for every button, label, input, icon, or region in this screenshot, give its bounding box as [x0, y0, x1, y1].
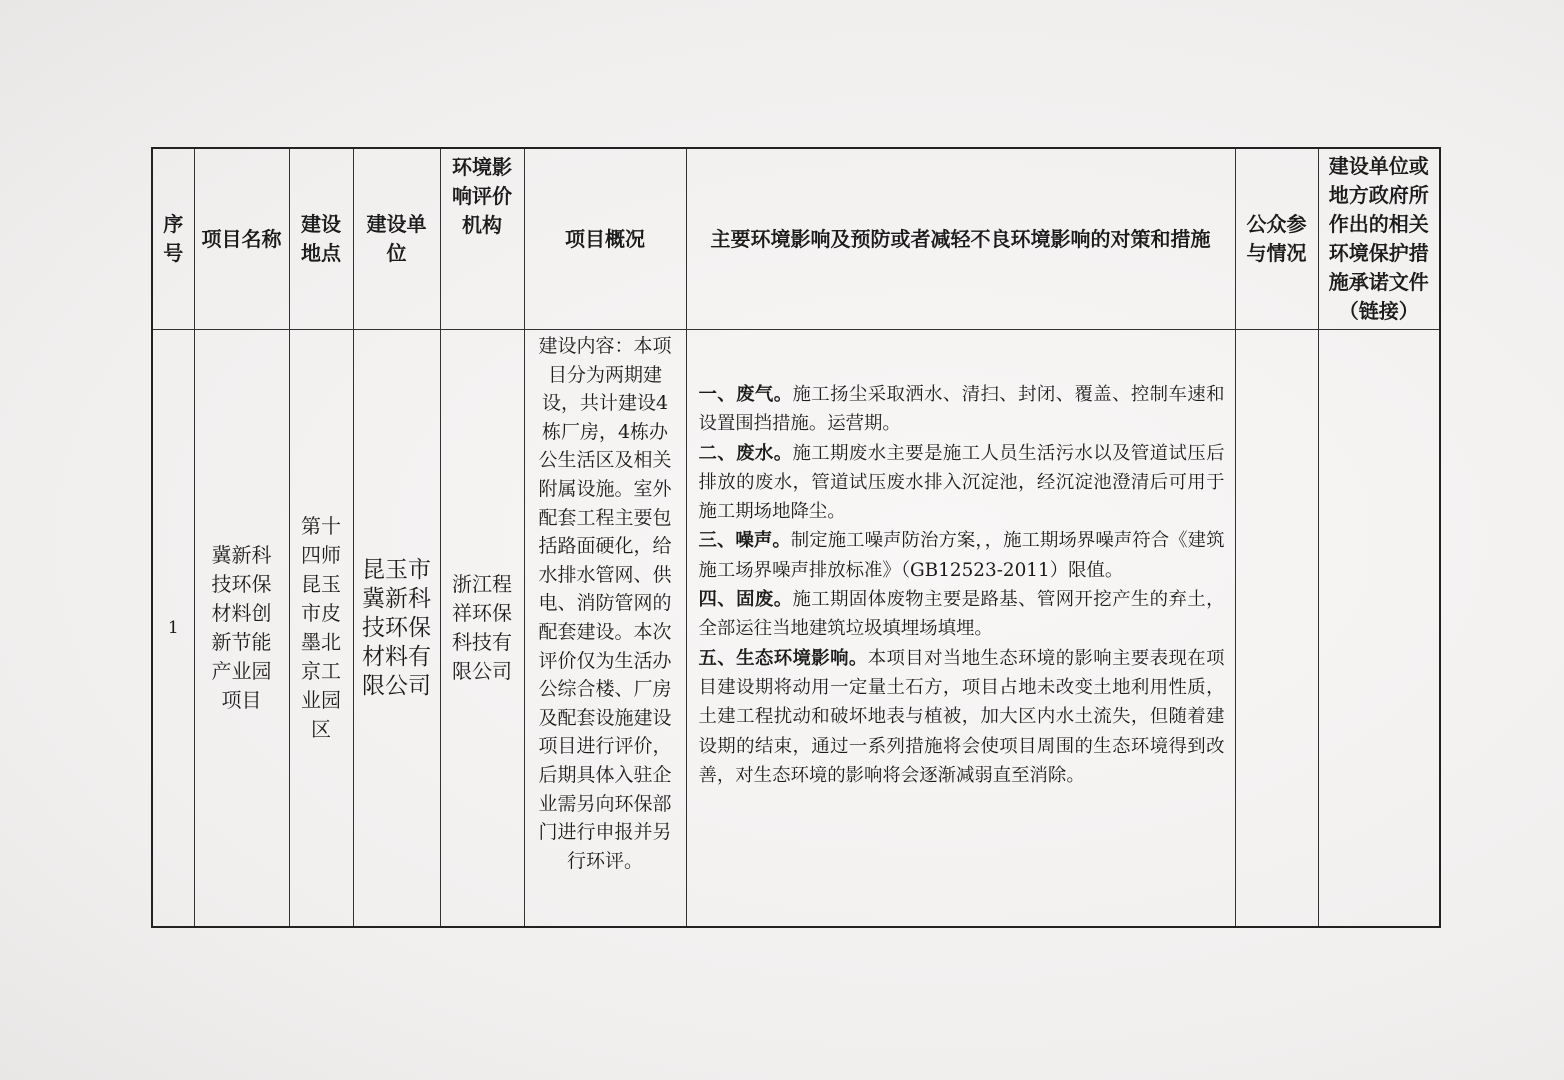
cell-index: 1: [152, 330, 194, 928]
cell-eia-agency: 浙江程祥环保科技有限公司: [440, 330, 524, 928]
cell-overview: 建设内容：本项目分为两期建设，共计建设4栋厂房，4栋办公生活区及相关附属设施。室外配套工程主要包括路面硬化，给水排水管网、供电、消防管网的配套建设。本次评价仅为生活办公综合楼、厂房及配套设施建设项目进行评价，后期具体入驻企业需另向环保部门进行申报并另行环评。: [524, 330, 686, 928]
header-eia-agency: 环境影响评价机构: [440, 148, 524, 330]
measure-item: 四、固废。施工期固体废物主要是路基、管网开挖产生的弃土，全部运往当地建筑垃圾填埋场填埋。: [698, 589, 1225, 640]
header-unit: 建设单位: [353, 148, 440, 330]
header-overview: 项目概况: [524, 148, 686, 330]
header-project-name: 项目名称: [194, 148, 289, 330]
measure-item: 一、废气。施工扬尘采取洒水、清扫、封闭、覆盖、控制车速和设置围挡措施。运营期。: [698, 384, 1225, 435]
cell-commitment: [1318, 330, 1440, 928]
header-commitment: 建设单位或地方政府所作出的相关环境保护措施承诺文件（链接）: [1318, 148, 1440, 330]
cell-project-name: 冀新科技环保材料创新节能产业园项目: [194, 330, 289, 928]
header-location: 建设地点: [289, 148, 353, 330]
header-row: [152, 148, 1440, 330]
project-table: [151, 147, 1441, 928]
measure-item: 二、废水。施工期废水主要是施工人员生活污水以及管道试压后排放的废水，管道试压废水排入沉淀池，经沉淀池澄清后可用于施工期场地降尘。: [698, 442, 1225, 523]
header-public: 公众参与情况: [1235, 148, 1318, 330]
cell-location: 第十四师昆玉市皮墨北京工业园区: [289, 330, 353, 928]
header-measures: 主要环境影响及预防或者减轻不良环境影响的对策和措施: [686, 148, 1235, 330]
cell-public: [1235, 330, 1318, 928]
header-index: 序号: [152, 148, 194, 330]
cell-measures: [686, 330, 1235, 928]
cell-unit: 昆玉市冀新科技环保材料有限公司: [353, 330, 440, 928]
measure-item: 五、生态环境影响。本项目对当地生态环境的影响主要表现在项目建设期将动用一定量土石方，项目占地未改变土地利用性质，土建工程扰动和破坏地表与植被，加大区内水土流失，但随着建设期的结束，通过一系列措施将会使项目周围的生态环境得到改善，对生态环境的影响将会逐渐减弱直至消除。: [698, 647, 1225, 786]
table-row: [152, 330, 1440, 928]
measure-item: 三、噪声。制定施工噪声防治方案，，施工期场界噪声符合《建筑施工场界噪声排放标准》（GB12523-2011）限值。: [698, 530, 1225, 581]
